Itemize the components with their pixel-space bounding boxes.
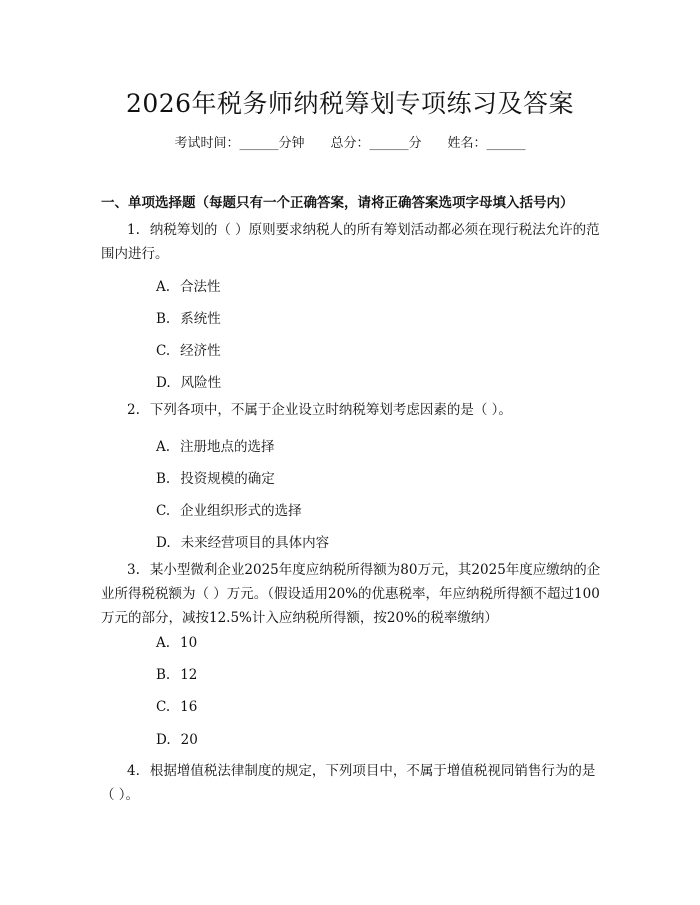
question-1-option-c (156, 339, 221, 359)
question-number: 3. (127, 562, 140, 578)
question-1 (101, 218, 601, 266)
option-label: D. (156, 535, 171, 551)
question-3-option-c (156, 699, 197, 715)
option-label: C. (156, 503, 171, 519)
option-label: C. (156, 343, 171, 359)
question-1-option-d (156, 371, 221, 391)
option-label: C. (156, 699, 171, 715)
total-score-field: 总分：______分 (330, 136, 422, 151)
question-2 (101, 398, 601, 422)
option-text: 10 (180, 635, 198, 651)
question-3-option-a (156, 635, 197, 651)
option-text: 16 (180, 699, 198, 715)
question-text: 纳税筹划的（ ）原则要求纳税人的所有筹划活动都必须在现行税法允许的范围内进行。 (101, 222, 600, 262)
exam-time-field: 考试时间：______分钟 (174, 136, 305, 151)
option-label: A. (156, 279, 171, 295)
question-number: 1. (127, 222, 140, 238)
question-2-option-c (156, 499, 302, 519)
question-4 (101, 759, 601, 807)
option-label: B. (156, 667, 171, 683)
option-text: 12 (180, 667, 198, 683)
question-number: 4. (127, 763, 140, 779)
page-title: 2026年税务师纳税筹划专项练习及答案 (125, 89, 575, 118)
question-2-option-b (156, 467, 275, 487)
question-3-option-b (156, 667, 197, 683)
option-text: 风险性 (180, 375, 222, 391)
exam-meta (0, 132, 700, 151)
question-1-option-b (156, 307, 221, 327)
option-text: 企业组织形式的选择 (180, 503, 302, 519)
question-text: 某小型微利企业2025年度应纳税所得额为80万元，其2025年度应缴纳的企业所得税税额为（ ）万元。（假设适用20%的优惠税率，年应纳税所得额不超过100万元的部分，减按12.5%计入应纳税所得额，按20%的税率缴纳） (101, 562, 601, 626)
option-label: D. (156, 375, 171, 391)
option-label: A. (156, 635, 171, 651)
option-label: B. (156, 471, 171, 487)
option-label: D. (156, 732, 171, 748)
option-label: A. (156, 439, 171, 455)
question-1-option-a (156, 275, 221, 295)
option-text: 20 (180, 732, 198, 748)
option-text: 投资规模的确定 (180, 471, 275, 487)
question-2-option-a (156, 435, 275, 455)
option-text: 系统性 (180, 311, 221, 327)
option-text: 合法性 (180, 279, 221, 295)
name-field: 姓名：______ (447, 136, 526, 151)
question-2-option-d (156, 531, 329, 551)
question-3-option-d (156, 732, 198, 748)
question-text: 根据增值税法律制度的规定，下列项目中，不属于增值税视同销售行为的是（ ）。 (101, 763, 596, 803)
option-label: B. (156, 311, 171, 327)
option-text: 经济性 (180, 343, 221, 359)
question-number: 2. (127, 402, 140, 418)
question-3 (101, 558, 601, 630)
question-text: 下列各项中，不属于企业设立时纳税筹划考虑因素的是（ ）。 (149, 402, 512, 418)
section-heading: 一、单项选择题（每题只有一个正确答案，请将正确答案选项字母填入括号内） (101, 195, 574, 211)
option-text: 注册地点的选择 (180, 439, 275, 455)
option-text: 未来经营项目的具体内容 (180, 535, 330, 551)
